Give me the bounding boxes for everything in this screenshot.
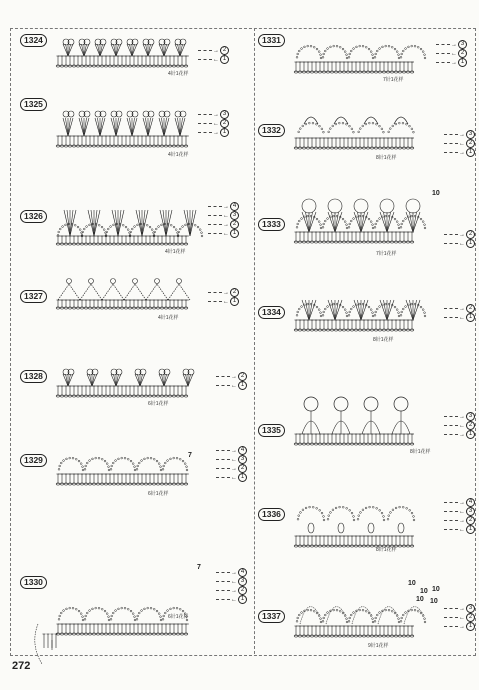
row-direction-line (216, 450, 230, 451)
row-labels (444, 604, 475, 631)
row-number: 4 (238, 568, 247, 577)
row-label (216, 455, 247, 464)
row-direction-line (216, 572, 230, 573)
row-labels (444, 130, 475, 157)
row-direction-line (444, 425, 458, 426)
row-direction-line (198, 123, 212, 124)
repeat-note: 7针1花样 (383, 77, 404, 83)
row-number: 3 (220, 110, 229, 119)
row-direction-line (444, 234, 458, 235)
row-label (216, 473, 247, 482)
row-direction-line (208, 233, 222, 234)
row-direction-line (444, 511, 458, 512)
row-label (198, 128, 229, 137)
arrow-right-icon: → (459, 413, 465, 420)
row-label (436, 40, 467, 49)
row-label (216, 381, 247, 390)
stitch-count-mark: 7 (197, 564, 201, 571)
row-number: 2 (466, 304, 475, 313)
row-label (444, 525, 475, 534)
row-direction-line (444, 308, 458, 309)
pattern-number: 1331 (258, 34, 285, 47)
page-number: 272 (12, 660, 31, 672)
pattern-chart (20, 430, 245, 502)
arrow-left-icon: ← (231, 578, 237, 585)
row-number: 4 (466, 498, 475, 507)
row-number: 4 (238, 446, 247, 455)
row-direction-line (444, 134, 458, 135)
row-number: 1 (466, 525, 475, 534)
row-labels (208, 202, 239, 238)
row-label (198, 110, 229, 119)
row-number: 1 (458, 58, 467, 67)
row-direction-line (198, 114, 212, 115)
row-direction-line (436, 53, 450, 54)
row-direction-line (198, 132, 212, 133)
row-label (208, 220, 239, 229)
row-label (208, 288, 239, 297)
row-number: 2 (466, 139, 475, 148)
pattern-1328 (20, 344, 245, 414)
row-direction-line (436, 62, 450, 63)
arrow-left-icon: ← (231, 596, 237, 603)
row-number: 1 (466, 430, 475, 439)
row-number: 1 (230, 229, 239, 238)
row-direction-line (208, 301, 222, 302)
stitch-count-mark: 10 (416, 596, 424, 603)
row-label (444, 498, 475, 507)
row-label (444, 304, 475, 313)
row-label (444, 613, 475, 622)
row-number: 4 (230, 202, 239, 211)
row-number: 3 (238, 455, 247, 464)
repeat-note: 9针1花样 (368, 643, 389, 649)
row-label (444, 130, 475, 139)
row-direction-line (216, 459, 230, 460)
pattern-number: 1326 (20, 210, 47, 223)
pattern-1329 (20, 430, 245, 502)
repeat-note: 6针1花样 (148, 491, 169, 497)
row-label (216, 446, 247, 455)
stitch-count-mark: 7 (188, 452, 192, 459)
row-direction-line (444, 529, 458, 530)
row-number: 3 (458, 40, 467, 49)
arrow-left-icon: ← (213, 120, 219, 127)
arrow-left-icon: ← (231, 456, 237, 463)
row-number: 3 (466, 412, 475, 421)
row-number: 2 (466, 613, 475, 622)
repeat-note: 6针1花样 (168, 614, 189, 620)
row-direction-line (198, 59, 212, 60)
row-label (444, 148, 475, 157)
repeat-note: 8针1花样 (410, 449, 431, 455)
arrow-left-icon: ← (231, 474, 237, 481)
repeat-note: 4针1花样 (168, 152, 189, 158)
row-labels (436, 40, 467, 67)
pattern-number: 1333 (258, 218, 285, 231)
row-label (208, 211, 239, 220)
row-direction-line (208, 292, 222, 293)
row-direction-line (208, 206, 222, 207)
arrow-right-icon: → (213, 47, 219, 54)
row-number: 1 (466, 239, 475, 248)
pattern-1326 (20, 184, 245, 262)
row-direction-line (216, 385, 230, 386)
row-direction-line (444, 243, 458, 244)
row-number: 1 (220, 128, 229, 137)
pattern-1336 (258, 486, 473, 564)
row-direction-line (216, 581, 230, 582)
row-label (436, 49, 467, 58)
pattern-1325 (20, 98, 245, 164)
row-direction-line (198, 50, 212, 51)
row-labels (216, 446, 247, 482)
arrow-right-icon: → (213, 111, 219, 118)
pattern-1331 (258, 34, 470, 90)
arrow-left-icon: ← (459, 314, 465, 321)
repeat-note: 4针1花样 (168, 71, 189, 77)
pattern-number: 1329 (20, 454, 47, 467)
row-number: 2 (466, 421, 475, 430)
repeat-note: 8针1花样 (373, 337, 394, 343)
row-number: 2 (238, 586, 247, 595)
pattern-number: 1330 (20, 576, 47, 589)
arrow-right-icon: → (231, 447, 237, 454)
row-number: 3 (466, 604, 475, 613)
arrow-right-icon: → (223, 289, 229, 296)
row-direction-line (444, 626, 458, 627)
row-label (444, 622, 475, 631)
repeat-note: 8针1花样 (376, 155, 397, 161)
row-label (198, 119, 229, 128)
pattern-1332 (258, 112, 473, 166)
pattern-1324 (20, 34, 245, 84)
row-labels (444, 498, 475, 534)
row-labels (198, 46, 229, 64)
row-direction-line (444, 502, 458, 503)
row-labels (208, 288, 239, 306)
arrow-left-icon: ← (459, 240, 465, 247)
repeat-note: 4针1花样 (158, 315, 179, 321)
pattern-1334 (258, 284, 473, 348)
row-number: 2 (238, 464, 247, 473)
stitch-count-mark: 10 (420, 588, 428, 595)
arrow-right-icon: → (459, 149, 465, 156)
arrow-right-icon: → (459, 499, 465, 506)
row-label (444, 421, 475, 430)
row-number: 3 (238, 577, 247, 586)
repeat-note: 6针1花样 (148, 401, 169, 407)
pattern-number: 1337 (258, 610, 285, 623)
pattern-number: 1327 (20, 290, 47, 303)
row-direction-line (444, 416, 458, 417)
arrow-right-icon: → (459, 605, 465, 612)
row-number: 1 (466, 313, 475, 322)
pattern-1335 (258, 380, 473, 462)
row-labels (444, 230, 475, 248)
row-direction-line (216, 477, 230, 478)
row-number: 3 (466, 130, 475, 139)
stitch-count-mark: 10 (432, 190, 440, 197)
row-direction-line (216, 590, 230, 591)
pattern-number: 1336 (258, 508, 285, 521)
pattern-chart (258, 380, 470, 462)
arrow-left-icon: ← (223, 298, 229, 305)
row-number: 3 (466, 507, 475, 516)
pattern-number: 1328 (20, 370, 47, 383)
row-label (444, 412, 475, 421)
stitch-count-mark: 10 (432, 586, 440, 593)
row-number: 2 (238, 372, 247, 381)
row-number: 2 (466, 516, 475, 525)
pattern-number: 1334 (258, 306, 285, 319)
row-direction-line (444, 520, 458, 521)
arrow-right-icon: → (231, 569, 237, 576)
row-label (216, 372, 247, 381)
row-label (444, 239, 475, 248)
pattern-chart (20, 344, 245, 414)
repeat-note: 4针1花样 (165, 249, 186, 255)
row-label (198, 55, 229, 64)
row-number: 2 (230, 288, 239, 297)
row-label (444, 139, 475, 148)
pattern-chart (258, 190, 470, 260)
pattern-number: 1335 (258, 424, 285, 437)
row-direction-line (216, 376, 230, 377)
row-number: 2 (458, 49, 467, 58)
arrow-left-icon: ← (223, 212, 229, 219)
arrow-right-icon: → (223, 221, 229, 228)
row-label (444, 507, 475, 516)
row-direction-line (216, 599, 230, 600)
arrow-right-icon: → (231, 465, 237, 472)
row-direction-line (208, 224, 222, 225)
arrow-right-icon: → (459, 231, 465, 238)
row-labels (444, 304, 475, 322)
arrow-right-icon: → (223, 203, 229, 210)
row-label (216, 568, 247, 577)
row-label (444, 430, 475, 439)
arrow-left-icon: ← (213, 56, 219, 63)
row-number: 1 (230, 297, 239, 306)
arrow-right-icon: → (459, 131, 465, 138)
pattern-number: 1332 (258, 124, 285, 137)
row-direction-line (444, 434, 458, 435)
row-label (444, 516, 475, 525)
arrow-right-icon: → (231, 373, 237, 380)
pattern-1327 (20, 276, 245, 326)
row-label (444, 230, 475, 239)
row-direction-line (444, 317, 458, 318)
arrow-right-icon: → (459, 517, 465, 524)
row-direction-line (444, 152, 458, 153)
row-label (436, 58, 467, 67)
row-number: 2 (230, 220, 239, 229)
pattern-chart (258, 284, 470, 348)
pattern-number: 1325 (20, 98, 47, 111)
arrow-left-icon: ← (459, 422, 465, 429)
row-direction-line (216, 468, 230, 469)
row-number: 2 (220, 46, 229, 55)
arrow-left-icon: ← (459, 614, 465, 621)
row-direction-line (436, 44, 450, 45)
row-labels (444, 412, 475, 439)
column-divider (254, 28, 255, 654)
row-label (216, 464, 247, 473)
row-number: 2 (466, 230, 475, 239)
pattern-chart (20, 560, 245, 652)
arrow-left-icon: ← (451, 50, 457, 57)
row-label (216, 595, 247, 604)
repeat-note: 7针1花样 (376, 251, 397, 257)
row-number: 2 (220, 119, 229, 128)
row-number: 1 (238, 595, 247, 604)
row-direction-line (444, 143, 458, 144)
arrow-right-icon: → (231, 587, 237, 594)
pattern-number: 1324 (20, 34, 47, 47)
arrow-right-icon: → (459, 431, 465, 438)
row-number: 1 (466, 622, 475, 631)
pattern-1330 (20, 560, 245, 652)
row-direction-line (444, 608, 458, 609)
row-labels (216, 372, 247, 390)
stitch-count-mark: 10 (430, 598, 438, 605)
row-label (444, 604, 475, 613)
row-labels (198, 110, 229, 137)
arrow-left-icon: ← (459, 526, 465, 533)
arrow-right-icon: → (451, 59, 457, 66)
arrow-left-icon: ← (459, 140, 465, 147)
arrow-right-icon: → (213, 129, 219, 136)
row-number: 1 (220, 55, 229, 64)
row-label (216, 577, 247, 586)
arrow-left-icon: ← (223, 230, 229, 237)
arrow-left-icon: ← (459, 508, 465, 515)
pattern-1337 (258, 578, 473, 654)
arrow-right-icon: → (451, 41, 457, 48)
row-label (208, 297, 239, 306)
pattern-1333 (258, 190, 473, 260)
row-number: 3 (230, 211, 239, 220)
row-label (216, 586, 247, 595)
arrow-left-icon: ← (231, 382, 237, 389)
row-direction-line (208, 215, 222, 216)
arrow-right-icon: → (459, 623, 465, 630)
row-label (208, 202, 239, 211)
row-direction-line (444, 617, 458, 618)
row-label (208, 229, 239, 238)
row-label (198, 46, 229, 55)
pattern-chart (258, 486, 470, 564)
row-number: 1 (238, 381, 247, 390)
row-label (444, 313, 475, 322)
repeat-note: 8针1花样 (376, 547, 397, 553)
arrow-right-icon: → (459, 305, 465, 312)
row-number: 1 (466, 148, 475, 157)
row-number: 1 (238, 473, 247, 482)
row-labels (216, 568, 247, 604)
stitch-count-mark: 10 (408, 580, 416, 587)
pattern-chart (258, 112, 470, 166)
